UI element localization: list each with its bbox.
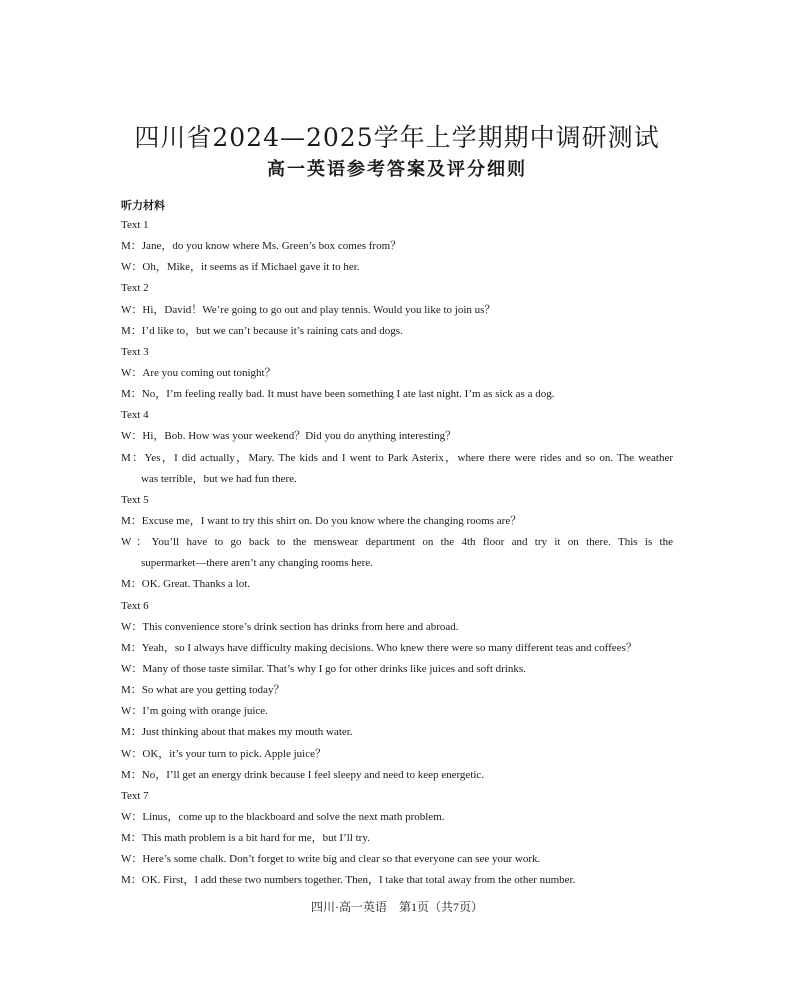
page-footer: 四川·高一英语 第1页（共7页）: [311, 900, 483, 914]
transcript-line: M：I’d like to，but we can’t because it’s raining cats and dogs.: [121, 324, 403, 337]
transcript-line: W：You’ll have to go back to the menswear department on the 4th floor and try it on there. This is the: [121, 536, 673, 549]
text-heading: Text 5: [121, 493, 149, 506]
transcript-line: supermarket—there aren’t any changing rooms here.: [141, 557, 373, 570]
transcript-line: M：This math problem is a bit hard for me，but I’ll try.: [121, 832, 370, 845]
transcript-line: W：OK，it’s your turn to pick. Apple juice？: [121, 747, 326, 760]
transcript-line: M：Excuse me，I want to try this shirt on. Do you know where the changing rooms are？: [121, 514, 522, 527]
text-heading: Text 1: [121, 219, 149, 231]
transcript-line: W：Hi，Bob. How was your weekend？Did you do anything interesting？: [121, 430, 457, 443]
transcript-line: M：No，I’m feeling really bad. It must have been something I ate last night. I’m as sick as a dog.: [121, 388, 555, 401]
transcript-line: M：No，I’ll get an energy drink because I feel sleepy and need to keep energetic.: [121, 768, 485, 781]
transcript-line: W：Hi，David！We’re going to go out and play tennis. Would you like to join us？: [121, 303, 496, 316]
text-heading: Text 3: [121, 345, 149, 358]
text-heading: Text 7: [121, 789, 149, 802]
page-title: 四川省2024—2025学年上学期期中调研测试: [134, 123, 660, 152]
transcript-line: W：Oh，Mike，it seems as if Michael gave it to her.: [121, 261, 360, 274]
transcript-line: M：OK. Great. Thanks a lot.: [121, 578, 251, 591]
transcript-line: W：Here’s some chalk. Don’t forget to write big and clear so that everyone can see your work.: [121, 853, 541, 866]
transcript-line: M：Jane，do you know where Ms. Green’s box comes from？: [121, 240, 402, 253]
transcript-line: M：So what are you getting today？: [121, 684, 285, 697]
transcript-line: M：OK. First，I add these two numbers together. Then，I take that total away from the other number.: [121, 874, 576, 887]
text-heading: Text 6: [121, 599, 149, 612]
transcript-line: W：I’m going with orange juice.: [121, 705, 268, 718]
transcript-line: W：Many of those taste similar. That’s why I go for other drinks like juices and soft drinks.: [121, 662, 526, 675]
transcript-line: W：This convenience store’s drink section has drinks from here and abroad.: [121, 620, 459, 633]
transcript-line: M：Just thinking about that makes my mouth water.: [121, 726, 353, 739]
transcript-line: M：Yeah，so I always have difficulty making decisions. Who knew there were so many different teas and coffees？: [121, 641, 637, 654]
transcript-line: was terrible，but we had fun there.: [141, 472, 297, 485]
section-heading: 听力材料: [121, 199, 165, 212]
transcript-line: M：Yes，I did actually，Mary. The kids and I went to Park Asterix，where there were rides and so on. The weather: [121, 451, 673, 464]
text-heading: Text 2: [121, 282, 149, 295]
page-subtitle: 高一英语参考答案及评分细则: [267, 159, 527, 180]
transcript-body: [121, 217, 673, 894]
text-heading: Text 4: [121, 409, 149, 422]
transcript-line: W：Are you coming out tonight？: [121, 366, 276, 379]
transcript-line: W：Linus，come up to the blackboard and solve the next math problem.: [121, 810, 445, 823]
